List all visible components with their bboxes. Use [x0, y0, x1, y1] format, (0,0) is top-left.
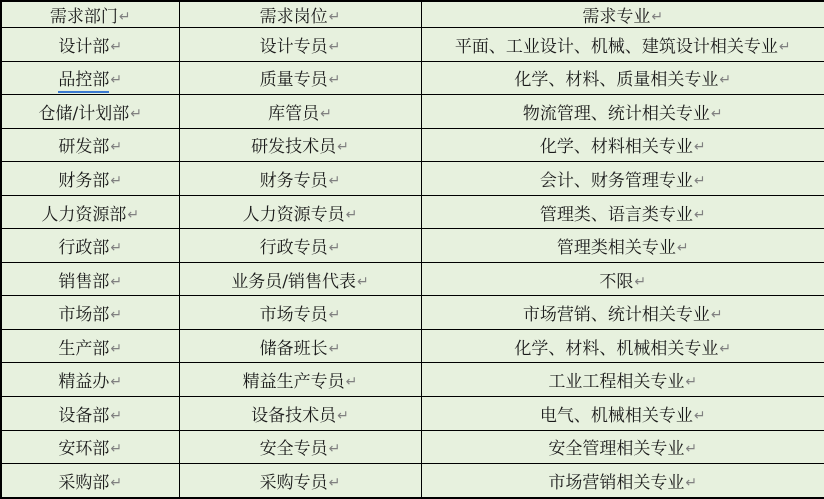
- major-cell: [421, 430, 824, 464]
- position-cell: [179, 229, 421, 263]
- table-row: [1, 95, 824, 129]
- paragraph-mark-icon: ↵: [110, 172, 123, 189]
- paragraph-mark-icon: ↵: [719, 340, 732, 357]
- paragraph-mark-icon: ↵: [345, 374, 358, 391]
- cell-text: 人力资源专员: [242, 204, 345, 225]
- paragraph-mark-icon: ↵: [685, 374, 698, 391]
- paragraph-mark-icon: ↵: [118, 9, 131, 25]
- cell-text: 销售部: [58, 271, 110, 292]
- cell-text: 物流管理、统计相关专业: [522, 103, 710, 124]
- paragraph-mark-icon: ↵: [110, 307, 123, 324]
- cell-text: 财务部: [58, 170, 110, 191]
- position-cell: [179, 329, 421, 363]
- paragraph-mark-icon: ↵: [328, 38, 341, 55]
- paragraph-mark-icon: ↵: [357, 273, 369, 290]
- cell-text: 业务员/销售代表: [231, 271, 356, 292]
- paragraph-mark-icon: ↵: [651, 9, 664, 25]
- paragraph-mark-icon: ↵: [685, 475, 698, 492]
- major-cell: [421, 95, 824, 129]
- paragraph-mark-icon: ↵: [110, 374, 123, 391]
- department-cell: [1, 162, 179, 196]
- cell-text: 管理类、语言类专业: [539, 204, 693, 225]
- cell-text: 人力资源部: [41, 204, 127, 225]
- cell-text: 库管员: [268, 103, 320, 124]
- major-cell: [421, 329, 824, 363]
- paragraph-mark-icon: ↵: [110, 38, 123, 55]
- position-cell: [179, 61, 421, 95]
- cell-text: 化学、材料、质量相关专业: [514, 70, 719, 91]
- paragraph-mark-icon: ↵: [345, 206, 358, 223]
- major-cell: [421, 464, 824, 498]
- major-cell: [421, 128, 824, 162]
- header-cell-department: [1, 1, 179, 28]
- cell-text: 采购部: [58, 473, 110, 494]
- major-cell: [421, 162, 824, 196]
- cell-text: 行政部: [58, 238, 110, 259]
- department-cell: [1, 296, 179, 330]
- header-text: 需求专业: [582, 7, 651, 27]
- header-text: 需求部门: [49, 7, 118, 27]
- major-cell: [421, 229, 824, 263]
- header-text: 需求岗位: [259, 7, 328, 27]
- cell-text: 质量专员: [259, 70, 328, 91]
- paragraph-mark-icon: ↵: [693, 407, 706, 424]
- cell-text: 品控部: [58, 70, 109, 93]
- cell-text: 采购专员: [259, 473, 328, 494]
- table-row: [1, 363, 824, 397]
- major-cell: [421, 262, 824, 296]
- department-cell: [1, 329, 179, 363]
- department-cell: [1, 430, 179, 464]
- position-cell: [179, 195, 421, 229]
- position-cell: [179, 430, 421, 464]
- cell-text: 安全管理相关专业: [548, 439, 685, 460]
- position-cell: [179, 95, 421, 129]
- table-row: [1, 162, 824, 196]
- cell-text: 化学、材料相关专业: [539, 137, 693, 158]
- position-cell: [179, 397, 421, 431]
- paragraph-mark-icon: ↵: [693, 139, 706, 156]
- paragraph-mark-icon: ↵: [320, 105, 332, 122]
- paragraph-mark-icon: ↵: [328, 172, 341, 189]
- header-row: [1, 1, 824, 28]
- cell-text: 电气、机械相关专业: [539, 405, 693, 426]
- cell-text: 设计部: [58, 36, 110, 57]
- paragraph-mark-icon: ↵: [110, 273, 123, 290]
- paragraph-mark-icon: ↵: [130, 105, 142, 122]
- paragraph-mark-icon: ↵: [110, 139, 123, 156]
- paragraph-mark-icon: ↵: [676, 240, 689, 257]
- cell-text: 设备部: [58, 405, 110, 426]
- position-cell: [179, 464, 421, 498]
- department-cell: [1, 262, 179, 296]
- cell-text: 研发技术员: [251, 137, 337, 158]
- cell-text: 化学、材料、机械相关专业: [514, 338, 719, 359]
- paragraph-mark-icon: ↵: [710, 307, 723, 324]
- paragraph-mark-icon: ↵: [328, 9, 341, 25]
- department-cell: [1, 195, 179, 229]
- major-cell: [421, 363, 824, 397]
- department-cell: [1, 128, 179, 162]
- cell-text: 财务专员: [259, 170, 328, 191]
- major-cell: [421, 397, 824, 431]
- paragraph-mark-icon: ↵: [110, 407, 123, 424]
- cell-text: 市场专员: [259, 305, 328, 326]
- table-row: [1, 262, 824, 296]
- paragraph-mark-icon: ↵: [328, 475, 341, 492]
- position-cell: [179, 296, 421, 330]
- cell-text: 仓储/计划部: [38, 103, 130, 124]
- department-cell: [1, 28, 179, 62]
- paragraph-mark-icon: ↵: [685, 441, 698, 458]
- department-cell: [1, 95, 179, 129]
- department-cell: [1, 363, 179, 397]
- table-row: [1, 128, 824, 162]
- department-cell: [1, 229, 179, 263]
- cell-text: 生产部: [58, 338, 110, 359]
- cell-text: 平面、工业设计、机械、建筑设计相关专业: [454, 36, 778, 57]
- cell-text: 精益生产专员: [242, 372, 345, 393]
- cell-text: 研发部: [58, 137, 110, 158]
- position-cell: [179, 162, 421, 196]
- department-cell: [1, 61, 179, 95]
- paragraph-mark-icon: ↵: [710, 105, 723, 122]
- table-row: [1, 229, 824, 263]
- paragraph-mark-icon: ↵: [328, 307, 341, 324]
- major-cell: [421, 61, 824, 95]
- cell-text: 工业工程相关专业: [548, 372, 685, 393]
- paragraph-mark-icon: ↵: [693, 206, 706, 223]
- paragraph-mark-icon: ↵: [328, 441, 341, 458]
- table-row: [1, 296, 824, 330]
- department-cell: [1, 397, 179, 431]
- paragraph-mark-icon: ↵: [328, 240, 341, 257]
- paragraph-mark-icon: ↵: [127, 206, 140, 223]
- position-cell: [179, 128, 421, 162]
- cell-text: 安全专员: [259, 439, 328, 460]
- header-cell-position: [179, 1, 421, 28]
- cell-text: 设计专员: [259, 36, 328, 57]
- paragraph-mark-icon: ↵: [110, 475, 123, 492]
- table-row: [1, 397, 824, 431]
- position-cell: [179, 28, 421, 62]
- cell-text: 行政专员: [259, 238, 328, 259]
- cell-text: 市场营销、统计相关专业: [522, 305, 710, 326]
- paragraph-mark-icon: ↵: [328, 340, 341, 357]
- table-row: [1, 464, 824, 498]
- major-cell: [421, 195, 824, 229]
- header-cell-major: [421, 1, 824, 28]
- cell-text: 设备技术员: [251, 405, 337, 426]
- paragraph-mark-icon: ↵: [337, 407, 349, 424]
- major-cell: [421, 28, 824, 62]
- paragraph-mark-icon: ↵: [719, 72, 732, 89]
- paragraph-mark-icon: ↵: [778, 38, 791, 55]
- paragraph-mark-icon: ↵: [328, 72, 341, 89]
- major-cell: [421, 296, 824, 330]
- cell-text: 市场营销相关专业: [548, 473, 685, 494]
- cell-text: 管理类相关专业: [556, 238, 676, 259]
- paragraph-mark-icon: ↵: [634, 273, 647, 290]
- paragraph-mark-icon: ↵: [110, 240, 123, 257]
- cell-text: 精益办: [58, 372, 110, 393]
- paragraph-mark-icon: ↵: [693, 172, 706, 189]
- paragraph-mark-icon: ↵: [110, 340, 123, 357]
- cell-text: 市场部: [58, 305, 110, 326]
- position-cell: [179, 262, 421, 296]
- cell-text: 会计、财务管理专业: [539, 170, 693, 191]
- cell-text: 安环部: [58, 439, 110, 460]
- paragraph-mark-icon: ↵: [110, 72, 123, 89]
- department-cell: [1, 464, 179, 498]
- table-row: [1, 329, 824, 363]
- table-row: [1, 430, 824, 464]
- table-row: [1, 195, 824, 229]
- paragraph-mark-icon: ↵: [110, 441, 123, 458]
- paragraph-mark-icon: ↵: [337, 139, 349, 156]
- cell-text: 不限: [599, 271, 634, 292]
- cell-text: 储备班长: [259, 338, 328, 359]
- table-row: [1, 28, 824, 62]
- table-row: [1, 61, 824, 95]
- position-cell: [179, 363, 421, 397]
